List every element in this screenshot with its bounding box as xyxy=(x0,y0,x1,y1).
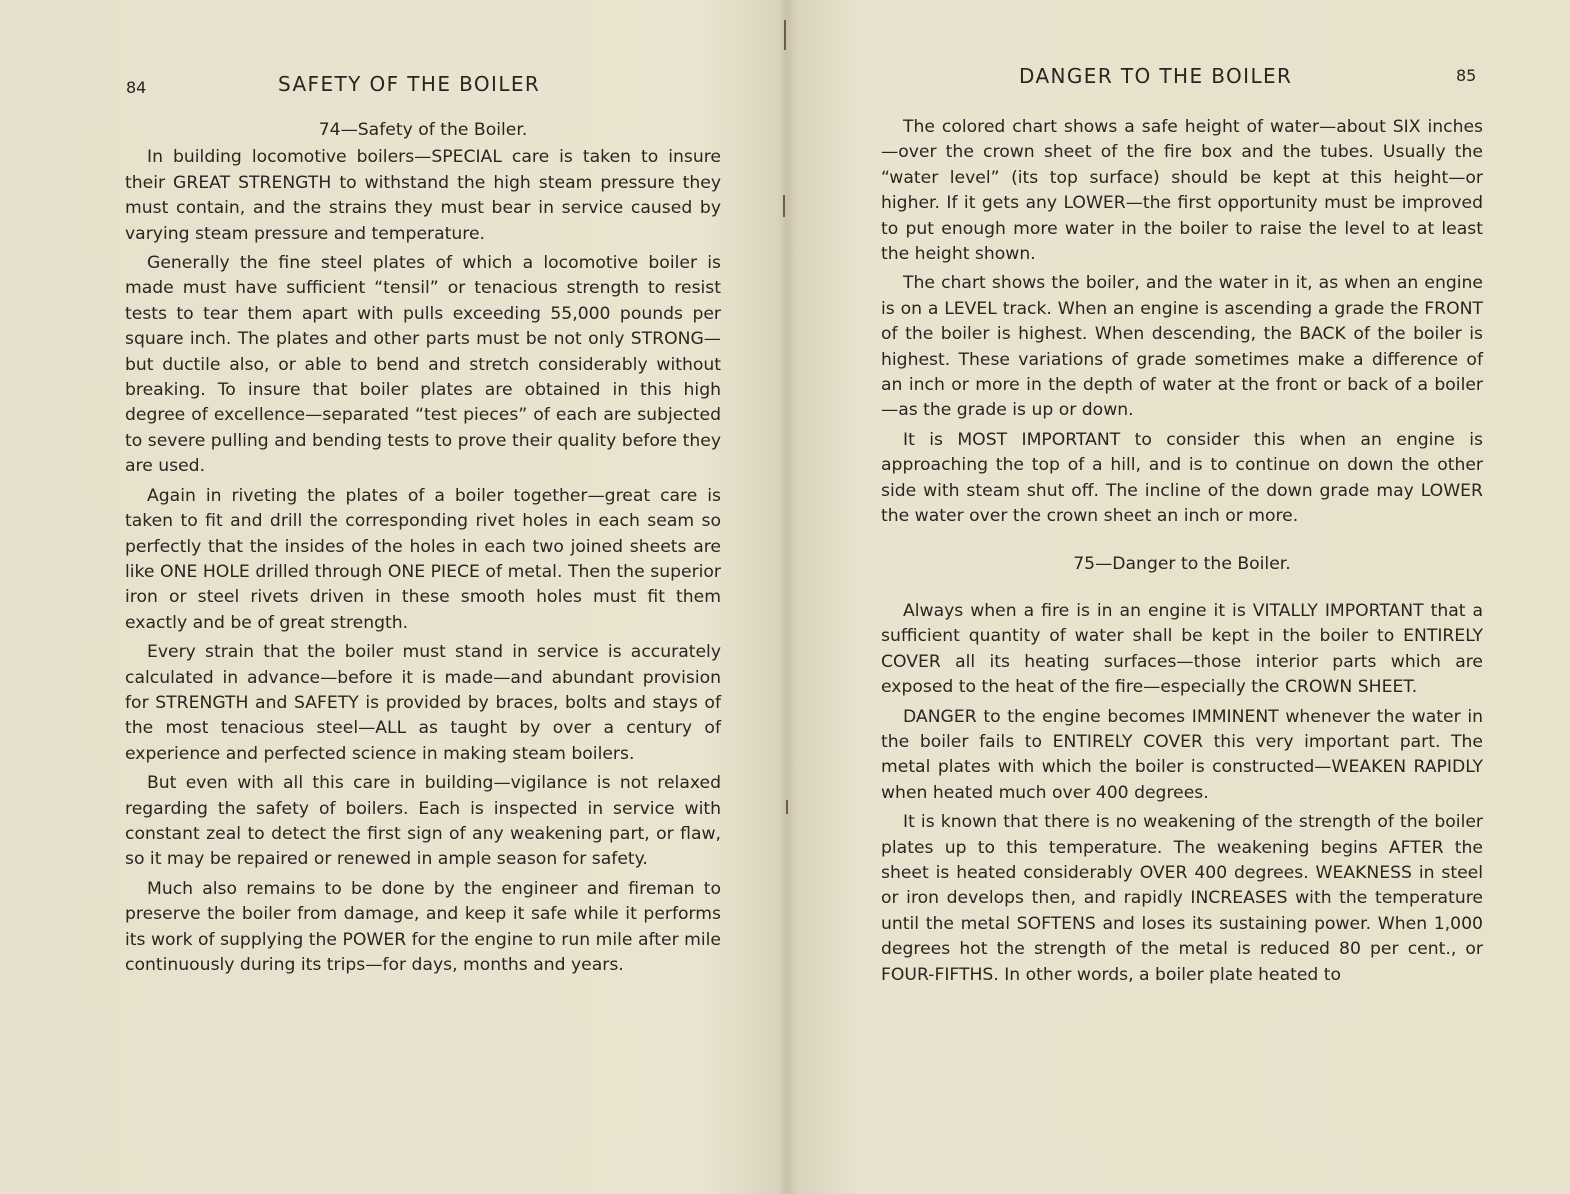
paragraph: The chart shows the boiler, and the water in it, as when an engine is on a LEVEL track. When an engine is ascending a grade the FRONT of the boiler is highest. When descending, the BACK of the boiler is highest. These variations of grade sometimes make a difference of an inch or more in the depth of water at the front or back of a boiler—as the grade is up or down. xyxy=(881,273,1483,421)
right-page xyxy=(787,0,1570,1194)
gutter-thread xyxy=(784,20,786,50)
paragraph: Generally the fine steel plates of which a locomotive boiler is made must have sufficient “tensil” or tenacious strength to resist tests to tear them apart with pulls exceeding 55,000 pounds per square inch. The plates and other parts must be not only STRONG—but ductile also, or able to bend and stretch considerably without breaking. To insure that boiler plates are obtained in this high degree of excellence—separated “test pieces” of each are subjected to severe pulling and bending tests to prove their quality before they are used. xyxy=(125,253,721,477)
paragraph: The colored chart shows a safe height of water—about SIX inches—over the crown sheet of the fire box and the tubes. Usually the “water level” (its top surface) should be kept at this height—or higher. If it gets any LOWER—the first opportunity must be improved to put enough more water in the boiler to raise the level to at least the height shown. xyxy=(881,117,1483,265)
page-number: 85 xyxy=(1456,66,1477,85)
paragraph: Much also remains to be done by the engineer and fireman to preserve the boiler from damage, and keep it safe while it performs its work of supplying the POWER for the engine to run mile after mile continuously during its trips—for days, months and years. xyxy=(125,878,721,975)
running-head: SAFETY OF THE BOILER xyxy=(278,72,541,96)
paragraph: Again in riveting the plates of a boiler together—great care is taken to fit and drill the corresponding rivet holes in each seam so perfectly that the insides of the holes in each two joined sheets are like ONE HOLE drilled through ONE PIECE of metal. Then the superior iron or steel rivets driven in these smooth holes must fit them exactly and be of great strength. xyxy=(125,485,721,633)
paragraph: Every strain that the boiler must stand in service is accurately calculated in advance—before it is made—and abundant provision for STRENGTH and SAFETY is provided by braces, bolts and stays of the most tenacious steel—ALL as taught by over a century of experience and perfected science in making steam boilers. xyxy=(125,642,721,764)
page-number: 84 xyxy=(126,78,147,97)
paragraph: It is MOST IMPORTANT to consider this when an engine is approaching the top of a hill, and is to continue on down the other side with steam shut off. The incline of the down grade may LOWER the water over the crown sheet an inch or more. xyxy=(881,429,1483,527)
running-head: DANGER TO THE BOILER xyxy=(1019,64,1293,88)
section-title: 75—Danger to the Boiler. xyxy=(1073,553,1291,574)
section-title: 74—Safety of the Boiler. xyxy=(318,120,528,140)
page-body xyxy=(881,115,1483,992)
gutter-thread xyxy=(783,195,785,217)
page-body xyxy=(125,118,721,982)
paragraph: DANGER to the engine becomes IMMINENT whenever the water in the boiler fails to ENTIRELY COVER this very important part. The metal plates with which the boiler is constructed—WEAKEN RAPIDLY when heated much over 400 degrees. xyxy=(881,706,1483,803)
paragraph: It is known that there is no weakening of the strength of the boiler plates up to this temperature. The weakening begins AFTER the sheet is heated considerably OVER 400 degrees. WEAKNESS in steel or iron develops then, and rapidly INCREASES with the temperature until the metal SOFTENS and loses its sustaining power. When 1,000 degrees hot the strength of the metal is reduced 80 per cent., or FOUR-FIFTHS. In other words, a boiler plate heated to xyxy=(881,812,1483,985)
paragraph: But even with all this care in building—vigilance is not relaxed regarding the safety of boilers. Each is inspected in service with constant zeal to detect the first sign of any weakening part, or flaw, so it may be repaired or renewed in ample season for safety. xyxy=(125,773,721,870)
paragraph: In building locomotive boilers—SPECIAL care is taken to insure their GREAT STRENGTH to withstand the high steam pressure they must contain, and the strains they must bear in service caused by varying steam pressure and temperature. xyxy=(125,147,721,244)
paragraph: Always when a fire is in an engine it is VITALLY IMPORTANT that a sufficient quantity of water shall be kept in the boiler to ENTIRELY COVER all its heating surfaces—those interior parts which are exposed to the heat of the fire—especially the CROWN SHEET. xyxy=(881,600,1483,698)
